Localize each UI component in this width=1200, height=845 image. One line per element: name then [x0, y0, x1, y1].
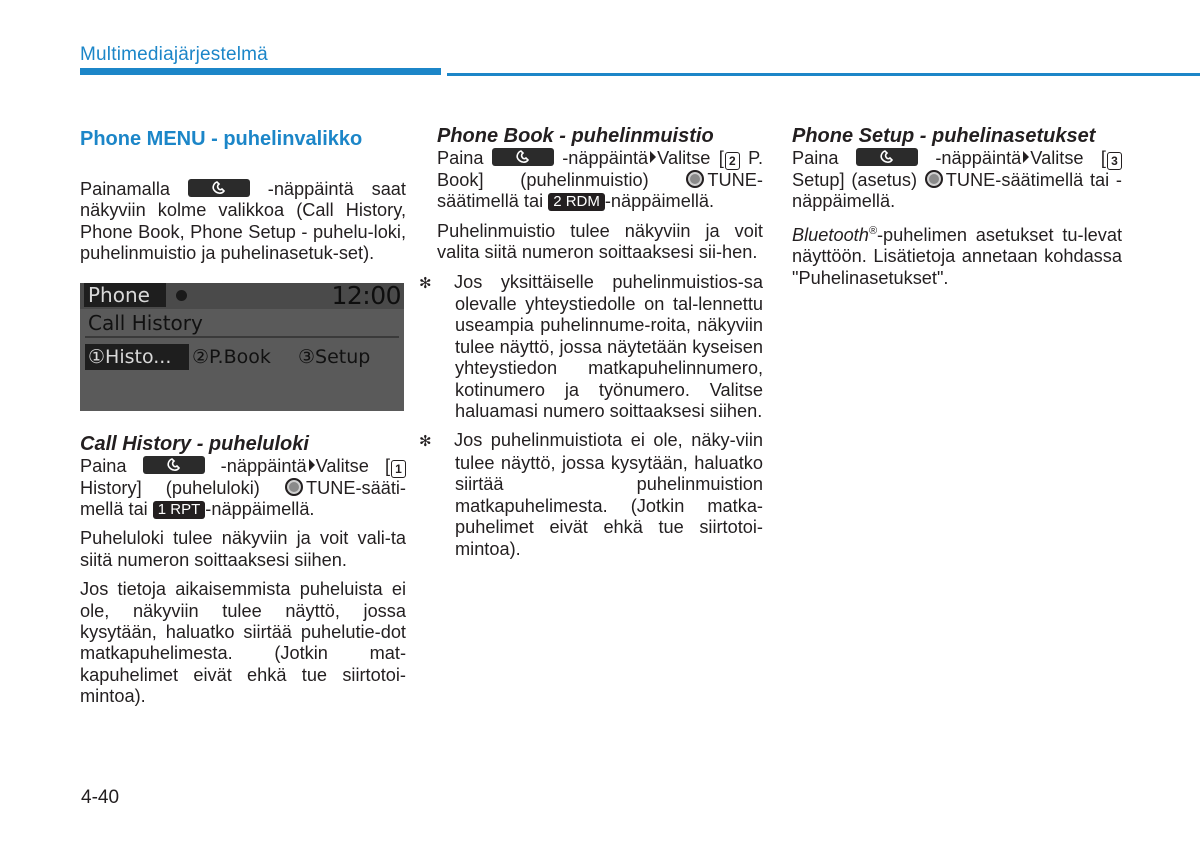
- phone-book-paragraph-2: Puhelinmuistio tulee näkyviin ja voit valita siitä numeron soittaaksesi sii-hen.: [437, 220, 763, 263]
- note-symbol-icon: ✻: [419, 274, 432, 292]
- key-2-rdm: 2 RDM: [548, 193, 605, 211]
- column-1: [80, 124, 406, 708]
- header-rule-thin: [447, 73, 1200, 76]
- bluetooth-icon: [176, 290, 187, 301]
- screen-subtitle: Call History: [88, 310, 203, 335]
- key-1-rpt: 1 RPT: [153, 501, 206, 519]
- column-2: [419, 124, 763, 560]
- phone-button-icon: [188, 179, 250, 197]
- header-rule-thick: [80, 68, 441, 75]
- phone-book-note-2: ✻ Jos puhelinmuistiota ei ole, näky-viin tulee näyttö, jossa kysytään, haluatko siirtää puhelinmuistion matkapuhelimesta. (Jotkin matka-puhelimet eivät ehkä tue siirtotoi-mintoa).: [419, 430, 763, 559]
- phone-setup-instructions: Paina -näppäintä Valitse [ 3 Setup] (asetus) TUNE-säätimellä tai -näppäimellä.: [792, 148, 1122, 212]
- tune-knob-icon: [686, 170, 704, 188]
- phone-button-icon: [856, 148, 918, 166]
- section-heading-phone-setup: Phone Setup - puhelinasetukset: [792, 125, 1096, 147]
- bluetooth-paragraph: Bluetooth®-puhelimen asetukset tu-levat näyttöön. Lisätietoja annetaan kohdassa "Puhelinasetukset".: [792, 224, 1122, 288]
- phone-screen-display: [80, 283, 404, 411]
- number-3-icon: 3: [1107, 152, 1122, 170]
- number-2-icon: 2: [725, 152, 740, 170]
- page-number: 4-40: [81, 787, 120, 808]
- note-symbol-icon: ✻: [419, 433, 432, 451]
- call-history-paragraph-3: Jos tietoja aikaisemmista puheluista ei ole, näkyviin tulee näyttö, jossa kysytään, haluatko siirtää puhelutie-dot matkapuhelimesta. (Jotkin mat-kapuhelimet eivät ehkä tue siirtotoi-mintoa).: [80, 579, 406, 707]
- screen-app-label: Phone: [84, 283, 166, 307]
- running-header: Multimediajärjestelmä: [80, 44, 268, 65]
- phone-book-instructions: Paina -näppäintä Valitse [ 2 P. Book] (puhelinmuistio) TUNE-säätimellä tai 2 RDM -näppäimellä.: [437, 148, 763, 212]
- number-1-icon: 1: [391, 460, 406, 478]
- call-history-instructions: Paina -näppäintä Valitse [ 1 History] (puheluloki) TUNE-sääti-mellä tai 1 RPT -näppäimellä.: [80, 455, 406, 520]
- phone-button-icon: [143, 456, 205, 474]
- phone-book-note-1: ✻ Jos yksittäiselle puhelinmuistios-sa olevalle yhteystiedolle on tal-lennettu useampia puhelinnume-roita, näkyviin tulee näyttö, jossa näytetään kyseisen yhteystiedon matkapuhelinnumero, kotinumero ja työnumero. Valitse haluamasi numero soittaaksesi siihen.: [419, 271, 763, 422]
- arrow-right-icon: [650, 151, 656, 163]
- call-history-paragraph-2: Puheluloki tulee näkyviin ja voit vali-ta siitä numeron soittaaksesi siihen.: [80, 528, 406, 570]
- phone-button-icon: [492, 148, 554, 166]
- tune-knob-icon: [925, 170, 943, 188]
- arrow-right-icon: [1023, 151, 1029, 163]
- screen-option-setup[interactable]: ③Setup: [298, 345, 371, 368]
- arrow-right-icon: [309, 459, 315, 471]
- section-heading-phone-menu: Phone MENU - puhelinvalikko: [80, 128, 363, 150]
- section-heading-phone-book: Phone Book - puhelinmuistio: [437, 125, 714, 147]
- screen-option-history[interactable]: ①Histo...: [85, 344, 189, 370]
- screen-option-phonebook[interactable]: ②P.Book: [192, 345, 271, 368]
- tune-knob-icon: [285, 478, 303, 496]
- phone-menu-intro: Painamalla -näppäintä saat näkyviin kolme valikkoa (Call History, Phone Book, Phone Setup - puhelu-loki, puhelinmuistio ja puhelinasetuk-set).: [80, 179, 406, 264]
- screen-clock: 12:00: [331, 282, 401, 310]
- screen-divider: [85, 336, 399, 338]
- column-3: [792, 124, 1122, 289]
- section-heading-call-history: Call History - puheluloki: [80, 432, 309, 455]
